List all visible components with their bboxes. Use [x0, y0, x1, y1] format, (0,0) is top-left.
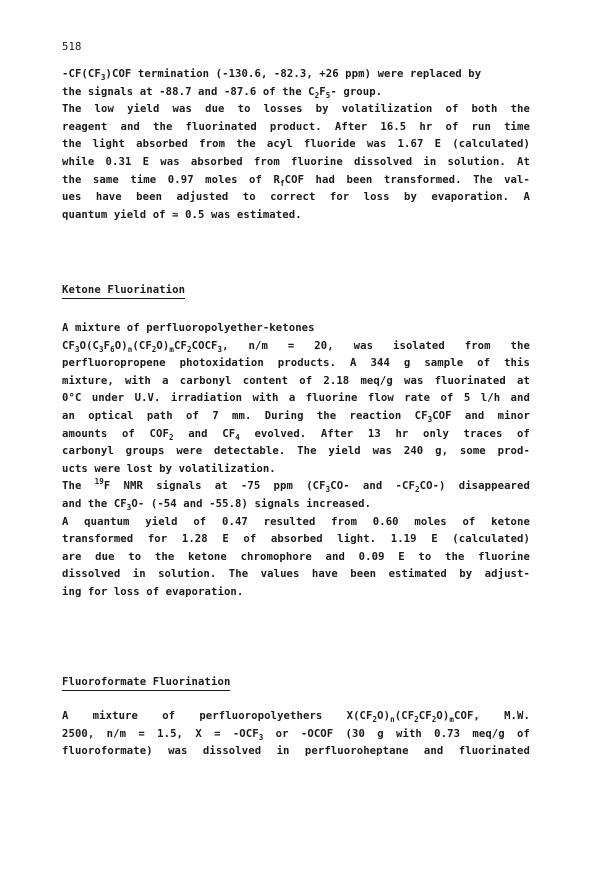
text-line: fluoroformate) was dissolved in perfluoroheptane and fluorinated	[62, 745, 530, 758]
text-line: $-CF(CF_3)COF$ termination (-130.6, -82.3, +26 ppm) were replaced by	[62, 68, 482, 82]
text-line: 2500, n/m = 1.5, $X = -OCF_3$ or -OCOF (30 g with 0.73 meq/g of	[62, 727, 530, 742]
text-line: while 0.31 E was absorbed from fluorine dissolved in solution. At	[62, 155, 530, 168]
text-line: A mixture of perfluoropolyethers $X(CF_2O)_n(CF_2CF_2O)_mCOF$, M.W.	[62, 710, 530, 724]
text-line: The $^{19}$F NMR signals at -75 ppm ($CF_3CO-$ and $-CF_2CO-$) disappeared	[62, 477, 530, 495]
text-line: are due to the ketone chromophore and 0.09 E to the fluorine	[62, 550, 530, 563]
paragraph-fluoroformate-fluorination	[62, 708, 530, 761]
paragraph-ketone-fluorination	[62, 320, 530, 602]
text-line: ues have been adjusted to correct for loss by evaporation. A	[62, 191, 530, 204]
heading-text: Fluoroformate Fluorination	[62, 676, 230, 691]
text-line: amounts of $COF_2$ and $CF_4$ evolved. After 13 hr only traces of	[62, 427, 530, 442]
text-line: 0°C under U.V. irradiation with a fluorine flow rate of 5 l/h and	[62, 392, 530, 405]
text-line: dissolved in solution. The values have been estimated by adjust-	[62, 568, 530, 581]
text-line: perfluoropropene photoxidation products. A 344 g sample of this	[62, 357, 530, 370]
text-line: the same time 0.97 moles of $R_fCOF$ had been transformed. The val-	[62, 173, 530, 188]
heading-text: Ketone Fluorination	[62, 284, 185, 299]
text-line: and the $CF_3O-$ (-54 and -55.8) signals increased.	[62, 497, 372, 512]
text-line: ucts were lost by volatilization.	[62, 462, 276, 475]
page-number: 518	[62, 41, 82, 53]
section-heading-ketone-fluorination	[62, 284, 185, 296]
text-line: reagent and the fluorinated product. After 16.5 hr of run time	[62, 120, 530, 133]
text-line: The low yield was due to losses by volatilization of both the	[62, 103, 530, 116]
paragraph-photolysis-results	[62, 66, 530, 224]
text-line: A quantum yield of 0.47 resulted from 0.60 moles of ketone	[62, 515, 530, 528]
section-heading-fluoroformate-fluorination	[62, 676, 230, 688]
text-line: A mixture of perfluoropolyether-ketones	[62, 322, 315, 334]
text-line: carbonyl groups were detectable. The yield was 240 g, some prod-	[62, 445, 530, 458]
text-line: the light absorbed from the acyl fluoride was 1.67 E (calculated)	[62, 138, 530, 151]
text-line: an optical path of 7 mm. During the reaction $CF_3COF$ and minor	[62, 409, 530, 424]
text-line: quantum yield of ≃ 0.5 was estimated.	[62, 208, 302, 221]
text-line: the signals at -88.7 and -87.6 of the $C_2F_5-$ group.	[62, 85, 383, 100]
text-line: $CF_3O(C_3F_6O)_n(CF_2O)_mCF_2COCF_3$, n/m = 20, was isolated from the	[62, 339, 530, 354]
text-line: transformed for 1.28 E of absorbed light. 1.19 E (calculated)	[62, 533, 530, 546]
text-line: ing for loss of evaporation.	[62, 585, 244, 598]
text-line: mixture, with a carbonyl content of 2.18 meq/g was fluorinated at	[62, 374, 530, 387]
